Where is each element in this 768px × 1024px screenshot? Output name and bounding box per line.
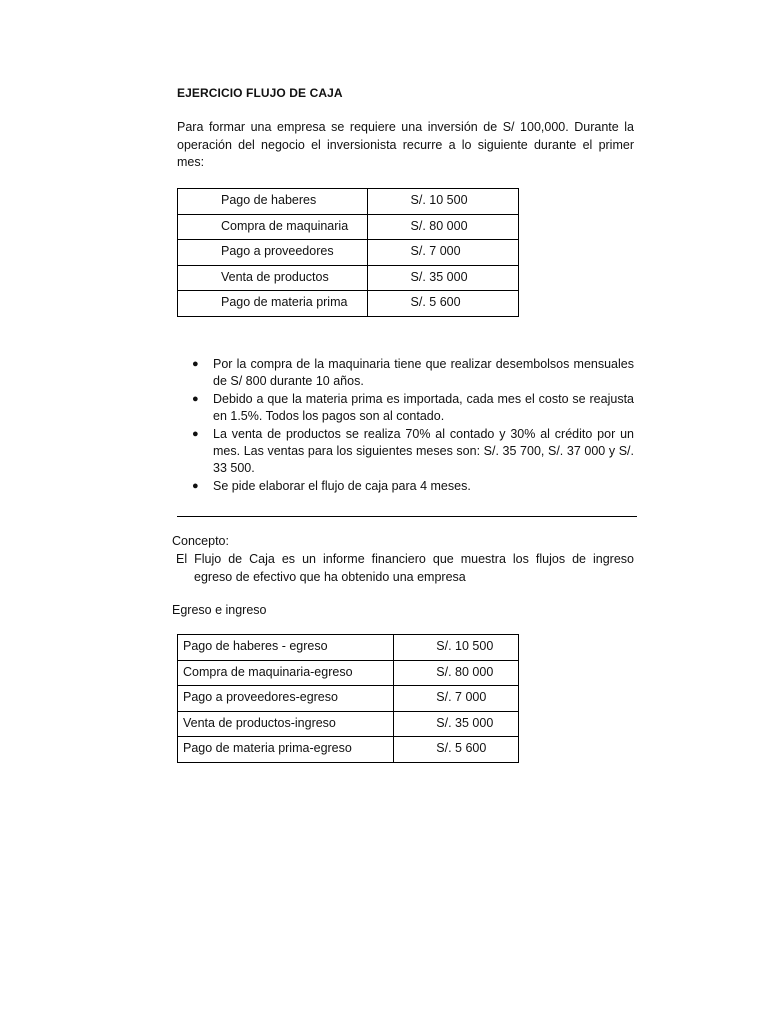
table-cell-concept: Pago a proveedores: [178, 240, 368, 266]
concept-line-1: El Flujo de Caja es un informe financiero que muestra los flujos de ingreso: [176, 552, 634, 566]
table-row: [178, 291, 519, 317]
table-cell-concept: Pago de haberes: [178, 189, 368, 215]
table-cell-amount: S/. 5 600: [394, 737, 519, 763]
table-cell-amount: S/. 10 500: [367, 189, 518, 215]
table-row: [178, 240, 519, 266]
bullet-icon: ●: [192, 392, 199, 405]
list-item-text: La venta de productos se realiza 70% al contado y 30% al crédito por un mes. Las ventas para los siguientes meses son: S/. 35 700, S/. 37 000 y S/. 33 500.: [213, 426, 634, 476]
list-item: [192, 356, 634, 391]
table-cell-amount: S/. 80 000: [394, 660, 519, 686]
bullet-icon: ●: [192, 358, 199, 370]
table-row: [178, 265, 519, 291]
table-row: [178, 686, 519, 712]
table-cell-concept: Pago de haberes - egreso: [178, 635, 394, 661]
table-cell-amount: S/. 10 500: [394, 635, 519, 661]
bullet-icon: ●: [192, 427, 199, 440]
list-item: [192, 478, 634, 495]
table-cell-amount: S/. 7 000: [367, 240, 518, 266]
bullet-icon: ●: [192, 479, 199, 492]
horizontal-divider: [177, 516, 637, 517]
table-row: [178, 660, 519, 686]
table-row: [178, 711, 519, 737]
table-row: [178, 214, 519, 240]
table-cell-concept: Pago de materia prima: [178, 291, 368, 317]
concept-label: Concepto:: [172, 534, 229, 548]
bullet-list: [192, 356, 634, 495]
list-item-text: Por la compra de la maquinaria tiene que realizar desembolsos mensuales de S/ 800 durante 10 años.: [213, 357, 634, 389]
table-cell-concept: Compra de maquinaria: [178, 214, 368, 240]
table-cell-amount: S/. 80 000: [367, 214, 518, 240]
list-item: [192, 426, 634, 478]
intro-paragraph: Para formar una empresa se requiere una inversión de S/ 100,000. Durante la operación del negocio el inversionista recurre a lo siguiente durante el primer mes:: [177, 120, 634, 169]
expenses-table: [177, 188, 519, 317]
table-cell-amount: S/. 5 600: [367, 291, 518, 317]
table-cell-amount: S/. 35 000: [367, 265, 518, 291]
concept-line-2: egreso de efectivo que ha obtenido una empresa: [194, 569, 466, 584]
table-cell-amount: S/. 7 000: [394, 686, 519, 712]
table-cell-concept: Pago de materia prima-egreso: [178, 737, 394, 763]
table-cell-concept: Venta de productos: [178, 265, 368, 291]
table-row: [178, 189, 519, 215]
list-item-text: Debido a que la materia prima es importada, cada mes el costo se reajusta en 1.5%. Todos los pagos son al contado.: [213, 391, 634, 424]
table-cell-concept: Pago a proveedores-egreso: [178, 686, 394, 712]
table-cell-amount: S/. 35 000: [394, 711, 519, 737]
table-row: [178, 737, 519, 763]
list-item: [192, 391, 634, 426]
section-label: Egreso e ingreso: [172, 603, 267, 617]
document-title: EJERCICIO FLUJO DE CAJA: [177, 86, 343, 100]
table-row: [178, 635, 519, 661]
table-cell-concept: Venta de productos-ingreso: [178, 711, 394, 737]
income-expense-table: [177, 634, 519, 763]
list-item-text: Se pide elaborar el flujo de caja para 4 meses.: [213, 478, 471, 493]
table-cell-concept: Compra de maquinaria-egreso: [178, 660, 394, 686]
concept-definition: [172, 551, 634, 586]
